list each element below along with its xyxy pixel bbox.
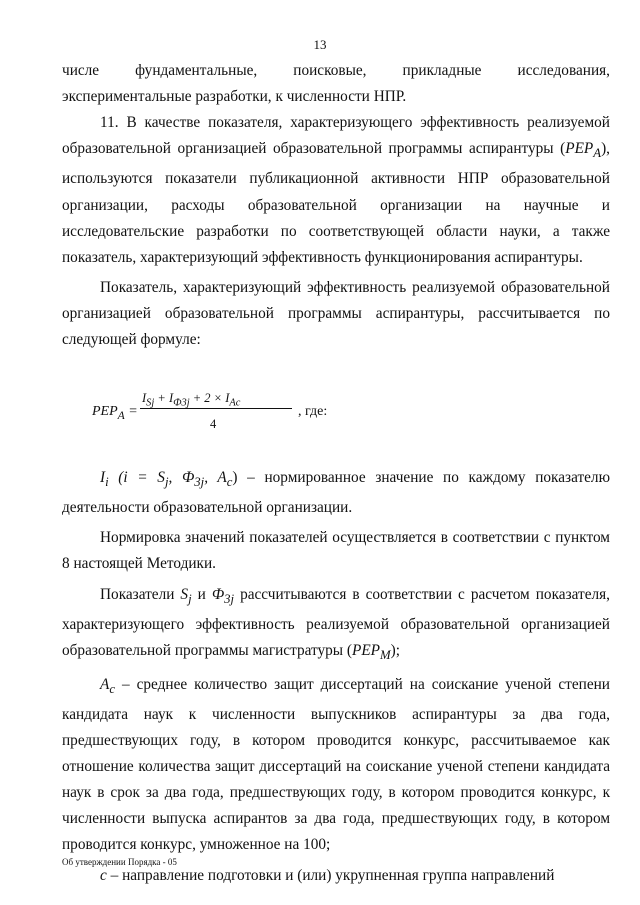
- paragraph-definition-c: c – направление подготовки и (или) укрупненная группа направлений: [100, 866, 555, 884]
- page-number: 13: [313, 37, 327, 52]
- var-subscript: A: [593, 146, 602, 161]
- formula-lhs: $PEP_A$ =: [92, 404, 138, 422]
- paragraph-continuation: числе фундаментальные, поисковые, прикладные исследования, экспериментальные разработки, к численности НПР.: [62, 62, 610, 106]
- formula-pep-a: [62, 375, 610, 449]
- text: 11. В качестве показателя, характеризующего эффективность реализуемой образовательной организацией образовательной программы аспирантуры (: [62, 114, 610, 158]
- paragraph-definition-ac: $A_c$ – среднее количество защит диссертаций на соискание ученой степени кандидата наук к численности выпускников аспирантуры за два года, предшествующих году, в котором проводится конкурс, рассчитываемое как отношение количества защит диссертаций на соискание ученой степени кандидата наук в срок за два года, предшествующих году, в котором проводится конкурс, к численности выпуска аспирантов за два года, предшествующих году, в котором проводится конкурс, умноженное на 100;: [62, 675, 610, 854]
- fraction-bar: [140, 408, 292, 409]
- text: ), используются показатели публикационной активности НПР образовательной организации, расходы образовательной организации на научные и исследовательские разработки по соответствующей области науки, а также показатель, характеризующий эффективность функционирования аспирантуры.: [62, 140, 610, 266]
- var-pep: PEP: [565, 140, 594, 158]
- formula-numerator: $I_{Sj} + I_{Ф3j} + 2 \times I_{Ac}$: [142, 391, 241, 409]
- paragraph-normalization: Нормировка значений показателей осуществляется в соответствии с пунктом 8 настоящей Методики.: [62, 529, 610, 573]
- paragraph-formula-intro: Показатель, характеризующий эффективность реализуемой образовательной организацией образовательной программы аспирантуры, рассчитывается по следующей формуле:: [62, 278, 610, 348]
- paragraph-definition-ii: $I_i$ ($i = S_j$, $Ф_{3j}$, $A_c$) – нормированное значение по каждому показателю деятельности образовательной организации.: [62, 469, 610, 517]
- footer-reference: Об утверждении Порядка - 05: [62, 857, 177, 867]
- paragraph-item-11: [62, 110, 610, 271]
- formula-denominator: 4: [210, 417, 217, 432]
- paragraph-indicators: Показатели $S_j$ и $Ф_{3j}$ рассчитываются в соответствии с расчетом показателя, характеризующего эффективность реализуемой образовательной организацией образовательной программы магистратуры $(PEP_M)$;: [62, 585, 610, 662]
- document-body: [62, 58, 610, 889]
- formula-tail: , где:: [298, 404, 328, 420]
